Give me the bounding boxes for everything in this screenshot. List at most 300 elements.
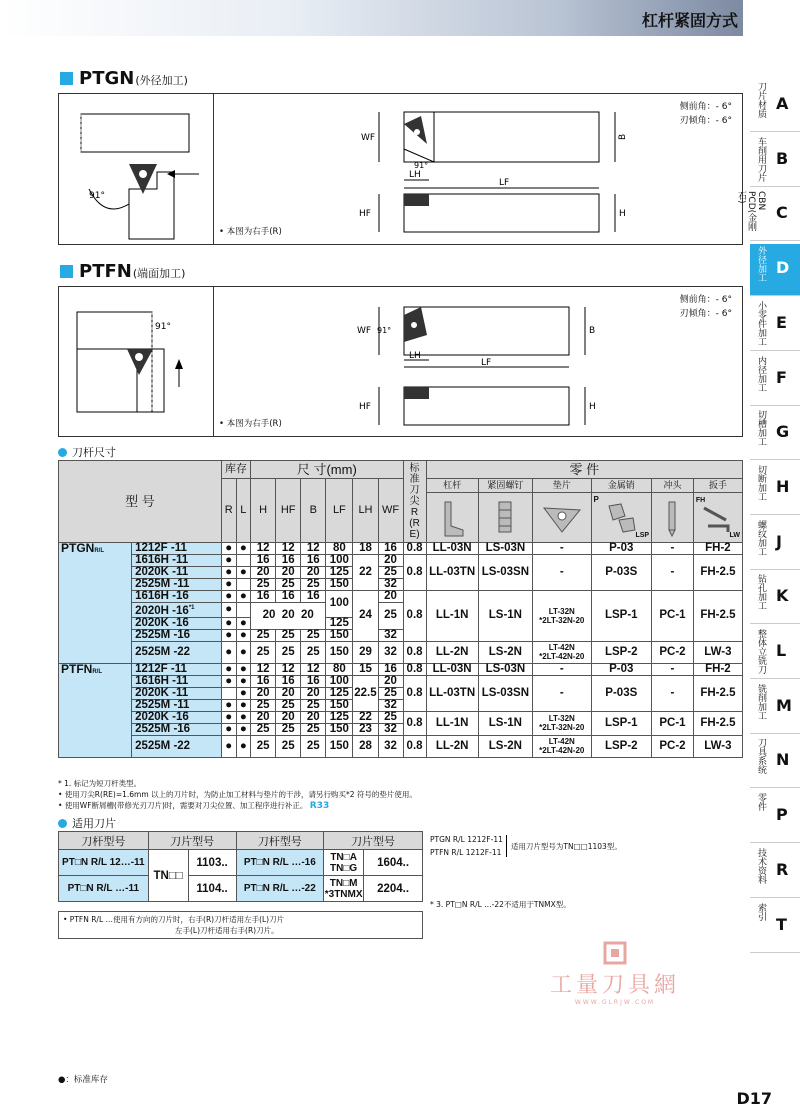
re-cell: 0.8 [403,711,426,735]
model-cell: 2020K -16 [132,617,222,629]
th-re [403,461,426,543]
footnote-3-text: • 使用WF断屑槽(带修光刃刀片)时，需要对刀尖位置、加工程序进行补正。 [58,801,308,810]
sidebar-item-e[interactable] [750,299,800,351]
part-shim [533,711,591,735]
dim-h: 12 [251,663,276,675]
stock-l [236,579,251,591]
dim-h: 16 [251,591,276,603]
figure-divider [213,287,214,436]
stock-r: ● [221,675,236,687]
re-cell: 0.8 [403,641,426,663]
dim-lf: 80 [326,543,353,555]
sidebar-item-letter: C [776,203,788,223]
model-cell: 2525M -16 [132,629,222,641]
pin-icon [591,493,652,543]
dim-hf: 16 [276,591,301,603]
dim-wf: 16 [378,663,403,675]
insert-type [324,850,364,876]
sidebar-item-r[interactable] [750,846,800,898]
sidebar-item-d[interactable] [750,244,800,296]
sidebar-item-letter: M [776,695,792,715]
th-wf: WF [378,479,403,543]
dim-b: 25 [301,629,326,641]
model-text: 2020H -16 [135,604,189,617]
part-lever: LL-1N [426,711,478,735]
sidebar-item-letter: D [776,258,790,278]
right-note-l2: PTFN R/L 1212F-11 [430,848,502,857]
sidebar-item-label: 外径加工 [756,246,766,283]
part-punch: - [652,663,694,675]
part-pin: LSP-1 [591,591,652,642]
sidebar-item-label: 索引 [756,902,766,921]
inserts-table [58,831,423,902]
dim-lf: 100 [326,675,353,687]
dim-lf: 125 [326,617,353,629]
dim-hf: 20 [276,687,301,699]
part-wrench: LW-3 [693,735,742,757]
circle-bullet-icon [58,448,67,457]
ptgn-h: H [619,209,626,219]
stock-l [236,555,251,567]
part-pin: LSP-1 [591,711,652,735]
dim-hf: 25 [276,699,301,711]
stock-r: ● [221,591,236,603]
dim-hf: 16 [276,675,301,687]
insert-holder: PT□N R/L …-16 [236,850,324,876]
part-punch: - [652,675,694,711]
sidebar-item-letter: R [776,859,789,879]
dim-wf: 20 [378,675,403,687]
stock-l: ● [236,567,251,579]
stock-l: ● [236,699,251,711]
part-punch: PC-1 [652,591,694,642]
ptgn-lh: LH [409,170,421,180]
dim-h: 20 [262,609,276,622]
page-number: D17 [736,1089,772,1108]
part-pin: LSP-2 [591,735,652,757]
stock-r: ● [221,711,236,723]
square-bullet-icon [60,72,73,85]
dim-hf: 25 [276,579,301,591]
inserts-note [58,911,423,939]
part-pin: P-03 [591,663,652,675]
footnotes [58,778,417,812]
th-r: R [221,479,236,543]
dim-wf: 16 [378,543,403,555]
th-holder: 刀杆型号 [59,832,149,850]
ptfn-note: • 本图为右手(R) [219,419,282,429]
ptfn-h: H [589,402,596,412]
ptgn-wf: WF [361,133,376,143]
th-lf: LF [326,479,353,543]
dim-wf: 25 [378,567,403,579]
th-size: 尺 寸(mm) [251,461,403,479]
wrench-lw-label: LW [729,532,740,539]
sidebar-item-label: 铣削加工 [756,683,766,720]
stock-l: ● [236,735,251,757]
stock-r: ● [221,699,236,711]
dim-b: 12 [301,663,326,675]
insert-holder: PT□N R/L …-11 [59,876,149,902]
table-row [59,641,743,663]
table-row [59,876,423,902]
part-screw: LS-1N [478,711,532,735]
sidebar-item-a[interactable] [750,80,800,132]
family-ptfn-text: PTFN [61,661,93,676]
dim-b: 20 [301,567,326,579]
sidebar-item-p[interactable] [750,791,800,843]
insert-type-b: TN□G [330,862,358,874]
family-ptgn-sup: R/L [94,548,105,554]
footnote-1: * 1. 标记为短刀杆类型。 [58,779,142,788]
inserts-heading-text: 适用刀片 [72,817,116,830]
part-punch: PC-1 [652,711,694,735]
right-note-l1: PTGN R/L 1212F-11 [430,835,503,844]
model-sup: *1 [188,605,195,611]
part-lever: LL-1N [426,591,478,642]
part-wrench: FH-2.5 [693,555,742,591]
dim-wf: 32 [378,641,403,663]
stock-l: ● [236,675,251,687]
sidebar-item-label: 内径加工 [756,355,766,392]
sidebar-item-letter: K [776,586,789,606]
legend: ●：标准库存 [58,1075,108,1085]
stock-l: ● [236,543,251,555]
dim-b: 20 [301,711,326,723]
part-pin: LSP-2 [591,641,652,663]
dim-lf: 125 [326,567,353,579]
shim-alt: *2LT-32N-20 [539,723,585,733]
model-cell: 2020K -11 [132,567,222,579]
insert-code: 2204.. [364,876,423,902]
dims-heading [58,444,116,460]
stock-r: ● [221,617,236,629]
watermark-text: 工量刀具網 [549,973,680,998]
re-cell: 0.8 [403,675,426,711]
dim-lf: 150 [326,579,353,591]
part-shim [533,641,591,663]
sidebar-item-c[interactable] [736,189,800,241]
part-punch: PC-2 [652,735,694,757]
dim-wf: 25 [378,603,403,630]
figure-divider [213,94,214,244]
dim-lh: 22 [353,711,378,723]
insert-code: 1103.. [188,850,236,876]
ptgn-incl-angle: 刃倾角：- 6° [679,116,732,126]
part-lever: LL-03N [426,663,478,675]
part-pin: P-03 [591,543,652,555]
sidebar-item-label: CBN PCD(金刚石) [736,191,766,232]
ptfn-drawing [59,287,744,438]
sidebar-item-label: 螺纹加工 [756,519,766,556]
part-shim: - [533,555,591,591]
table-row [59,850,423,876]
sidebar-item-g[interactable] [750,408,800,460]
insert-type [324,876,364,902]
ptfn-subtitle: (端面加工) [132,267,186,280]
dim-wf: 32 [378,699,403,711]
stock-l: ● [236,591,251,603]
dim-b: 25 [301,735,326,757]
sidebar-item-letter: L [776,641,787,660]
watermark [540,940,690,1006]
sidebar-item-label: 刀片材质 [756,82,766,118]
th-hf: HF [276,479,301,543]
ptgn-heading [60,68,188,89]
family-ptfn-sup: R/L [92,668,103,675]
dim-h: 25 [251,629,276,641]
dims-heading-text: 刀杆尺寸 [72,446,116,459]
ptgn-hf: HF [359,209,371,219]
th-parts: 零 件 [426,461,742,479]
part-screw: LS-03N [478,663,532,675]
model-cell: 1212F -11 [132,543,222,555]
dim-lf: 125 [326,687,353,699]
dim-b: 12 [301,543,326,555]
part-screw: LS-2N [478,735,532,757]
holder-table [58,460,743,758]
dim-lh: 28 [353,735,378,757]
insert-type-a: TN□A [330,851,357,863]
dim-wf: 25 [378,687,403,699]
right-note [430,833,622,859]
sidebar-item-h[interactable] [750,463,800,515]
sidebar-item-letter: A [776,94,789,113]
sidebar-item-label: 车削用刀片 [756,136,766,182]
stock-l [236,603,251,618]
dim-wf: 32 [378,723,403,735]
sidebar-item-letter: E [776,312,787,332]
part-lever: LL-03TN [426,555,478,591]
sidebar-item-m[interactable] [750,682,800,734]
ptfn-figure [58,286,743,437]
dim-h: 25 [251,699,276,711]
ptfn-hf: HF [359,402,371,412]
th-lh: LH [353,479,378,543]
part-punch: - [652,555,694,591]
dim-b: 25 [301,723,326,735]
sidebar-item-t[interactable] [750,901,800,953]
sidebar-item-letter: P [776,805,788,825]
sidebar-item-letter: G [776,422,790,442]
dim-hf: 12 [276,663,301,675]
dim-hf: 20 [276,711,301,723]
part-screw: LS-03SN [478,555,532,591]
ptgn-drawing [59,94,744,246]
stock-r [221,687,236,699]
model-cell: 2525M -16 [132,723,222,735]
model-cell: 2525M -22 [132,735,222,757]
table-row [59,711,743,723]
part-screw: LS-03SN [478,675,532,711]
dim-hf: 20 [276,567,301,579]
dim-h: 12 [251,543,276,555]
dim-h: 20 [251,711,276,723]
sidebar-item-label: 小零件加工 [756,300,766,346]
dim-hhfb [251,603,326,630]
sidebar-item-b[interactable] [750,135,800,187]
insert-code: 1104.. [188,876,236,902]
shim-alt: *2LT-32N-20 [539,615,585,625]
dim-lh: 22 [353,555,378,591]
ptgn-title: PTGN [79,68,135,89]
th-insert-2: 刀片型号 [324,832,423,850]
family-ptfn [59,663,132,757]
family-ptgn [59,543,132,664]
th-l: L [236,479,251,543]
part-wrench: FH-2.5 [693,711,742,735]
dim-b: 25 [301,579,326,591]
dim-hf: 25 [276,629,301,641]
insert-holder: PT□N R/L …-22 [236,876,324,902]
stock-r: ● [221,629,236,641]
circle-bullet-icon [58,819,67,828]
part-wrench: FH-2 [693,543,742,555]
ptfn-angles [680,293,732,321]
table-row [59,663,743,675]
model-cell: 1212F -11 [132,663,222,675]
dim-b: 20 [301,687,326,699]
model-cell: 1616H -16 [132,591,222,603]
dim-b: 25 [301,699,326,711]
dim-hf: 16 [276,555,301,567]
ref-r33-link[interactable]: R33 [309,801,330,811]
inserts-note-2: 左手(L)刀杆适用右手(R)刀片。 [175,926,279,935]
dim-lf: 150 [326,629,353,641]
th-shim: 垫片 [533,479,591,493]
part-punch: - [652,543,694,555]
th-holder-2: 刀杆型号 [236,832,324,850]
page-title: 杠杆紧固方式 [641,11,738,30]
sidebar-item-label: 零件 [756,793,766,812]
part-wrench: FH-2 [693,663,742,675]
ptfn-incl-angle: 刃倾角：- 6° [679,309,732,319]
note-3: * 3. PT□N R/L …-22不适用于TNMX型。 [430,900,571,909]
sidebar-item-k[interactable] [750,572,800,624]
dim-lf: 150 [326,735,353,757]
dim-wf: 32 [378,735,403,757]
re-cell: 0.8 [403,663,426,675]
sidebar-item-label: 技术资料 [756,847,766,884]
th-stock: 库存 [221,461,250,479]
dim-lf: 80 [326,663,353,675]
dim-hf: 12 [276,543,301,555]
stock-r: ● [221,735,236,757]
dim-h: 25 [251,723,276,735]
dim-lf: 150 [326,641,353,663]
ptgn-angles [680,100,732,128]
part-shim [533,735,591,757]
table-row [59,591,743,603]
dim-lh: 22.5 [353,675,378,711]
sidebar-item-label: 切槽加工 [756,410,766,447]
shim-main: LT-32N [548,606,575,616]
header-bar [0,0,743,36]
table-row [59,555,743,567]
part-lever: LL-2N [426,735,478,757]
dim-lf: 100 [326,591,353,618]
stock-r: ● [221,641,236,663]
part-shim [533,591,591,642]
sidebar-item-l[interactable] [750,627,800,679]
dim-b: 20 [300,609,314,622]
sidebar-item-f[interactable] [750,354,800,406]
dim-h: 16 [251,675,276,687]
ptfn-angle-top: 91° [377,326,392,335]
sidebar-item-letter: T [776,914,787,934]
part-shim: - [533,675,591,711]
part-lever: LL-03N [426,543,478,555]
screw-icon [478,493,532,543]
sidebar-item-j[interactable] [750,518,800,570]
dim-lh: 24 [353,591,378,642]
ptfn-wf: WF [357,326,372,336]
dim-lf: 125 [326,711,353,723]
stock-l: ● [236,617,251,629]
family-ptgn-text: PTGN [61,541,95,555]
sidebar-item-label: 刀具系统 [756,738,766,775]
ptfn-angle-left: 91° [155,322,171,332]
dim-hf: 25 [276,723,301,735]
dim-h: 25 [251,735,276,757]
watermark-logo-icon [602,940,628,966]
th-wrench: 扳手 [693,479,742,493]
part-wrench: FH-2.5 [693,591,742,642]
model-cell [132,603,222,618]
stock-l: ● [236,711,251,723]
ptfn-title: PTFN [79,261,132,282]
dim-h: 25 [251,579,276,591]
insert-type-a: TN□M [329,877,358,889]
shim-main: LT-32N [548,714,575,724]
dim-h: 20 [251,687,276,699]
re-cell: 0.8 [403,543,426,555]
ptfn-heading [60,261,185,282]
ptfn-lf: LF [481,358,492,368]
wrench-icon [693,493,742,543]
dim-lh: 18 [353,543,378,555]
dim-lf: 150 [326,699,353,711]
dim-b: 16 [301,591,326,603]
shim-icon [533,493,591,543]
ptgn-lf: LF [499,178,510,188]
stock-r: ● [221,555,236,567]
stock-r: ● [221,723,236,735]
model-cell: 2020K -11 [132,687,222,699]
ptfn-b: B [589,326,596,336]
stock-r: ● [221,567,236,579]
ptfn-lh: LH [409,351,421,361]
ptgn-note: • 本图为右手(R) [219,227,282,237]
pin-lsp-label: LSP [635,532,650,539]
sidebar-item-letter: H [776,476,790,496]
wrench-fh-label: FH [695,497,706,504]
sidebar-item-label: 钻孔加工 [756,574,766,611]
re-cell: 0.8 [403,735,426,757]
sidebar-item-n[interactable] [750,736,800,788]
table-row [59,735,743,757]
shim-alt: *2LT-42N-20 [539,746,585,756]
dim-h: 25 [251,641,276,663]
dim-lf: 150 [326,723,353,735]
insert-tn: TN□□ [148,850,188,902]
model-cell: 2020K -16 [132,711,222,723]
part-punch: PC-2 [652,641,694,663]
stock-r: ● [221,663,236,675]
sidebar-item-letter: N [776,750,790,770]
punch-icon [652,493,694,543]
th-model: 型 号 [59,461,222,543]
